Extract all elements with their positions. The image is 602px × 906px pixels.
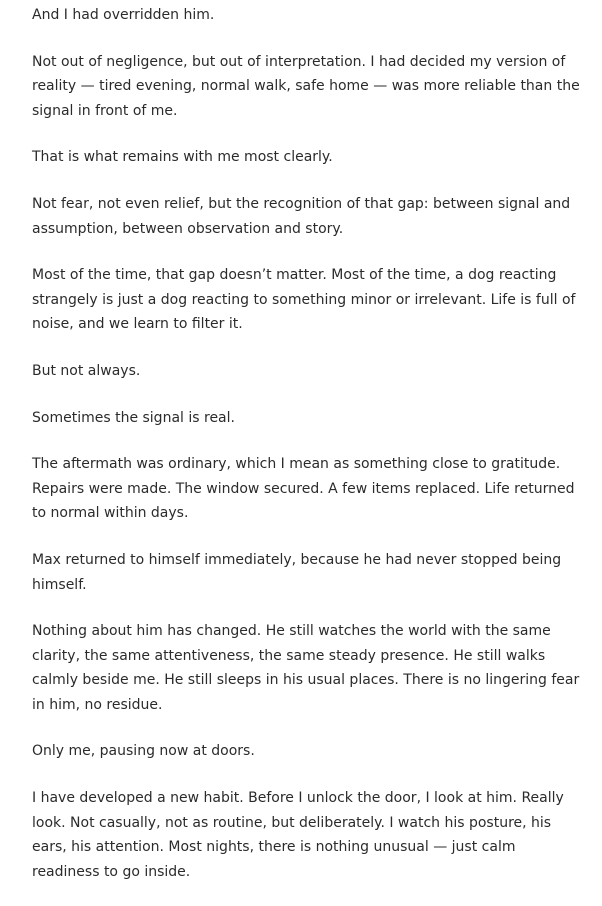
paragraph: Only me, pausing now at doors. (32, 743, 255, 760)
paragraph: And I had overridden him. (32, 7, 215, 23)
article-body (32, 3, 582, 906)
paragraph: I have developed a new habit. Before I unlock the door, I look at him. Really look. Not casually, not as routine, but deliberately. I watch his posture, his ears, his attention. Most nights, there is nothing unusual — just calm readiness to go inside. (32, 790, 564, 880)
paragraph: That is what remains with me most clearly. (32, 149, 333, 166)
paragraph: Sometimes the signal is real. (32, 409, 235, 426)
paragraph: The aftermath was ordinary, which I mean as something close to gratitude. Repairs were made. The window secured. A few items replaced. Life returned to normal within days. (32, 456, 575, 522)
paragraph: Nothing about him has changed. He still watches the world with the same clarity, the same attentiveness, the same steady presence. He still walks calmly beside me. He still sleeps in his usual places. There is no lingering fear in him, no residue. (32, 623, 580, 713)
paragraph: Most of the time, that gap doesn’t matter. Most of the time, a dog reacting strangely is just a dog reacting to something minor or irrelevant. Life is full of noise, and we learn to filter it. (32, 267, 576, 333)
paragraph: Max returned to himself immediately, because he had never stopped being himself. (32, 551, 562, 593)
paragraph: Not out of negligence, but out of interpretation. I had decided my version of reality — tired evening, normal walk, safe home — was more reliable than the signal in front of me. (32, 53, 580, 119)
paragraph: Not fear, not even relief, but the recognition of that gap: between signal and assumption, between observation and story. (32, 195, 571, 237)
paragraph: But not always. (32, 362, 141, 379)
